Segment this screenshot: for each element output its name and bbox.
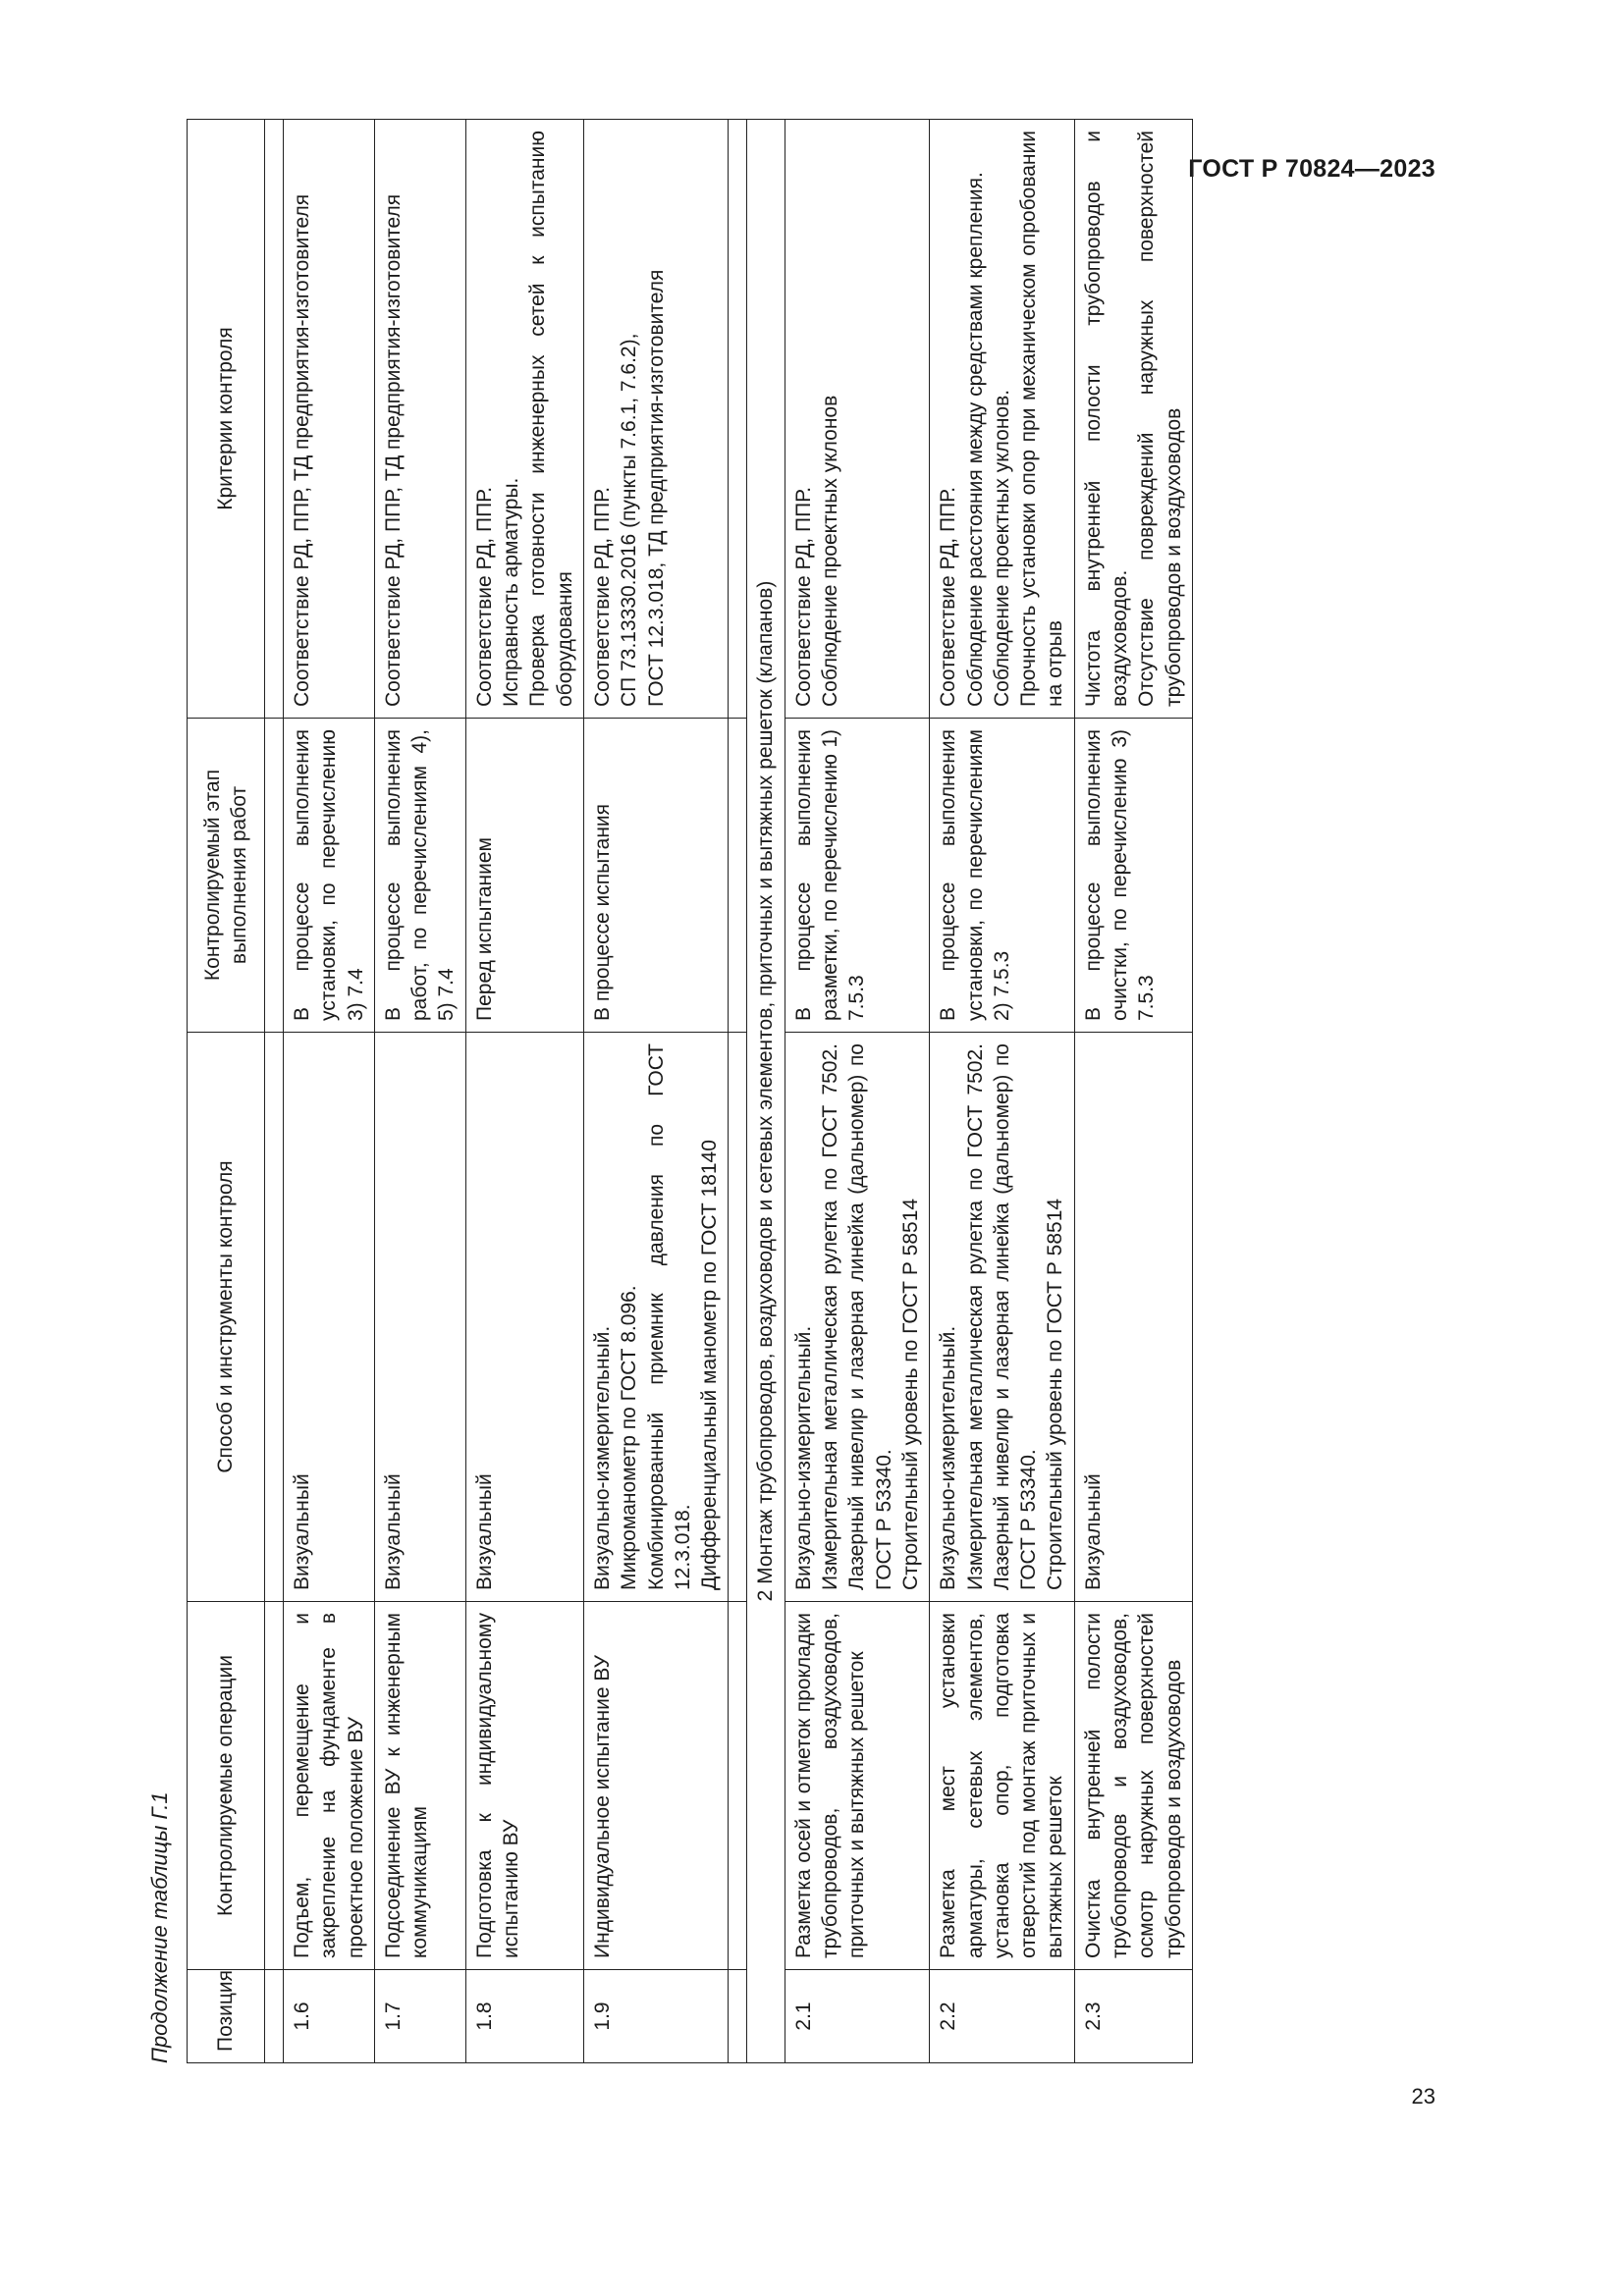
stage-cell: В процессе выполнения очистки, по перечислению 3) 7.5.3: [1074, 719, 1192, 1033]
method-line: Визуально-измерительный.: [937, 1325, 960, 1590]
criteria-cell: [284, 120, 375, 719]
position-cell: 2.1: [785, 1970, 929, 2063]
operation-cell: Подсоединение ВУ к инженерным коммуникациям: [374, 1602, 465, 1970]
operation-cell: Разметка мест установки арматуры, сетевых элементов, установка опор, подготовка отверстий под монтаж приточных и вытяжных решеток: [930, 1602, 1074, 1970]
criteria-line: Проверка готовности инженерных сетей к испытанию оборудования: [526, 131, 576, 707]
divider-cell: [265, 719, 284, 1033]
criteria-cell: [785, 120, 929, 719]
divider-cell: [729, 719, 747, 1033]
criteria-line: Соответствие РД, ППР.: [937, 486, 960, 707]
stage-cell: В процессе выполнения установки, по перечислениям 2) 7.5.3: [930, 719, 1074, 1033]
table-row: [785, 120, 929, 2063]
criteria-cell: [1074, 120, 1192, 719]
criteria-line: Соответствие РД, ППР.: [791, 486, 815, 707]
criteria-cell: [583, 120, 728, 719]
criteria-line: Соответствие РД, ППР.: [590, 486, 614, 707]
stage-cell: В процессе выполнения работ, по перечислениям 4), 5) 7.4: [374, 719, 465, 1033]
method-line: Визуально-измерительный.: [590, 1325, 614, 1590]
method-line: Строительный уровень по ГОСТ Р 58514: [898, 1198, 922, 1590]
table-row: [1074, 120, 1192, 2063]
table-header-row: [188, 120, 265, 2063]
column-header-stage: Контролируемый этап выполнения работ: [188, 719, 265, 1033]
criteria-line: Отсутствие повреждений наружных поверхностей трубопроводов и воздуховодов: [1135, 131, 1185, 707]
criteria-cell: [465, 120, 583, 719]
criteria-line: Исправность арматуры.: [500, 477, 523, 707]
criteria-line: Соответствие РД, ППР, ТД предприятия-изготовителя: [381, 193, 405, 707]
divider-cell: [729, 1970, 747, 2063]
divider-cell: [265, 1970, 284, 2063]
section-divider-row: [729, 120, 747, 2063]
criteria-line: Соответствие РД, ППР.: [472, 486, 496, 707]
column-header-criteria: Критерии контроля: [188, 120, 265, 719]
divider-cell: [729, 120, 747, 719]
stage-cell: Перед испытанием: [465, 719, 583, 1033]
criteria-line: Соблюдение расстояния между средствами крепления.: [963, 172, 987, 707]
column-header-method: Способ и инструменты контроля: [188, 1033, 265, 1602]
position-cell: 1.6: [284, 1970, 375, 2063]
operation-cell: Подготовка к индивидуальному испытанию ВУ: [465, 1602, 583, 1970]
method-line: Дифференциальный манометр по ГОСТ 18140: [698, 1140, 722, 1590]
method-cell: [1074, 1033, 1192, 1602]
section-title: 2 Монтаж трубопроводов, воздуховодов и сетевых элементов, приточных и вытяжных решеток (клапанов): [747, 120, 785, 2063]
table-row: [465, 120, 583, 2063]
table-caption: Продолжение таблицы Г.1: [147, 1791, 172, 2063]
page-number: 23: [1411, 2084, 1435, 2109]
stage-cell: В процессе испытания: [583, 719, 728, 1033]
table-row: [374, 120, 465, 2063]
column-header-position: Позиция: [188, 1970, 265, 2063]
method-cell: [785, 1033, 929, 1602]
table-row: [930, 120, 1074, 2063]
position-cell: 1.9: [583, 1970, 728, 2063]
table-row: [284, 120, 375, 2063]
position-cell: 1.8: [465, 1970, 583, 2063]
operation-cell: Разметка осей и отметок прокладки трубопроводов, воздуховодов, приточных и вытяжных решеток: [785, 1602, 929, 1970]
column-header-operation: Контролируемые операции: [188, 1602, 265, 1970]
method-cell: [284, 1033, 375, 1602]
method-cell: [930, 1033, 1074, 1602]
method-line: Визуально-измерительный.: [791, 1325, 815, 1590]
method-cell: [583, 1033, 728, 1602]
rotated-table-block: [147, 120, 1522, 2063]
position-cell: 1.7: [374, 1970, 465, 2063]
method-line: Измерительная металлическая рулетка по ГОСТ 7502. Лазерный нивелир и лазерная линейка (дальномер) по ГОСТ Р 53340.: [963, 1043, 1041, 1590]
section-title-row: [747, 120, 785, 2063]
operation-cell: Очистка внутренней полости трубопроводов и воздуховодов, осмотр наружных поверхностей трубопроводов и воздуховодов: [1074, 1602, 1192, 1970]
criteria-line: Соблюдение проектных уклонов: [819, 395, 842, 707]
divider-cell: [729, 1602, 747, 1970]
method-line: Визуальный: [472, 1473, 496, 1590]
criteria-line: Прочность установки опор при механическом опробовании на отрыв: [1017, 131, 1067, 707]
divider-cell: [265, 1033, 284, 1602]
header-divider-row: [265, 120, 284, 2063]
control-table: [187, 119, 1193, 2063]
method-line: Визуальный: [381, 1473, 405, 1590]
method-cell: [374, 1033, 465, 1602]
criteria-line: Соблюдение проектных уклонов.: [990, 389, 1013, 707]
criteria-cell: [930, 120, 1074, 719]
method-line: Визуальный: [291, 1473, 313, 1590]
criteria-cell: [374, 120, 465, 719]
operation-cell: Индивидуальное испытание ВУ: [583, 1602, 728, 1970]
method-cell: [465, 1033, 583, 1602]
criteria-line: Чистота внутренней полости трубопроводов и воздуховодов.: [1081, 131, 1132, 707]
criteria-line: СП 73.13330.2016 (пункты 7.6.1, 7.6.2),: [618, 333, 641, 707]
operation-cell: Подъем, перемещение и закрепление на фундаменте в проектное положение ВУ: [284, 1602, 375, 1970]
divider-cell: [265, 1602, 284, 1970]
stage-cell: В процессе выполнения разметки, по перечислению 1) 7.5.3: [785, 719, 929, 1033]
table-row: [583, 120, 728, 2063]
method-line: Строительный уровень по ГОСТ Р 58514: [1044, 1198, 1067, 1590]
method-line: Микроманометр по ГОСТ 8.096.: [618, 1285, 641, 1590]
position-cell: 2.2: [930, 1970, 1074, 2063]
divider-cell: [729, 1033, 747, 1602]
position-cell: 2.3: [1074, 1970, 1192, 2063]
standard-designation: ГОСТ Р 70824—2023: [1188, 155, 1435, 183]
method-line: Комбинированный приемник давления по ГОСТ 12.3.018.: [644, 1043, 694, 1590]
stage-cell: В процессе выполнения установки, по перечислению 3) 7.4: [284, 719, 375, 1033]
criteria-line: ГОСТ 12.3.018, ТД предприятия-изготовителя: [644, 269, 668, 707]
criteria-line: Соответствие РД, ППР, ТД предприятия-изготовителя: [291, 193, 313, 707]
divider-cell: [265, 120, 284, 719]
method-line: Визуальный: [1081, 1473, 1105, 1590]
method-line: Измерительная металлическая рулетка по ГОСТ 7502. Лазерный нивелир и лазерная линейка (дальномер) по ГОСТ Р 53340.: [819, 1043, 895, 1590]
